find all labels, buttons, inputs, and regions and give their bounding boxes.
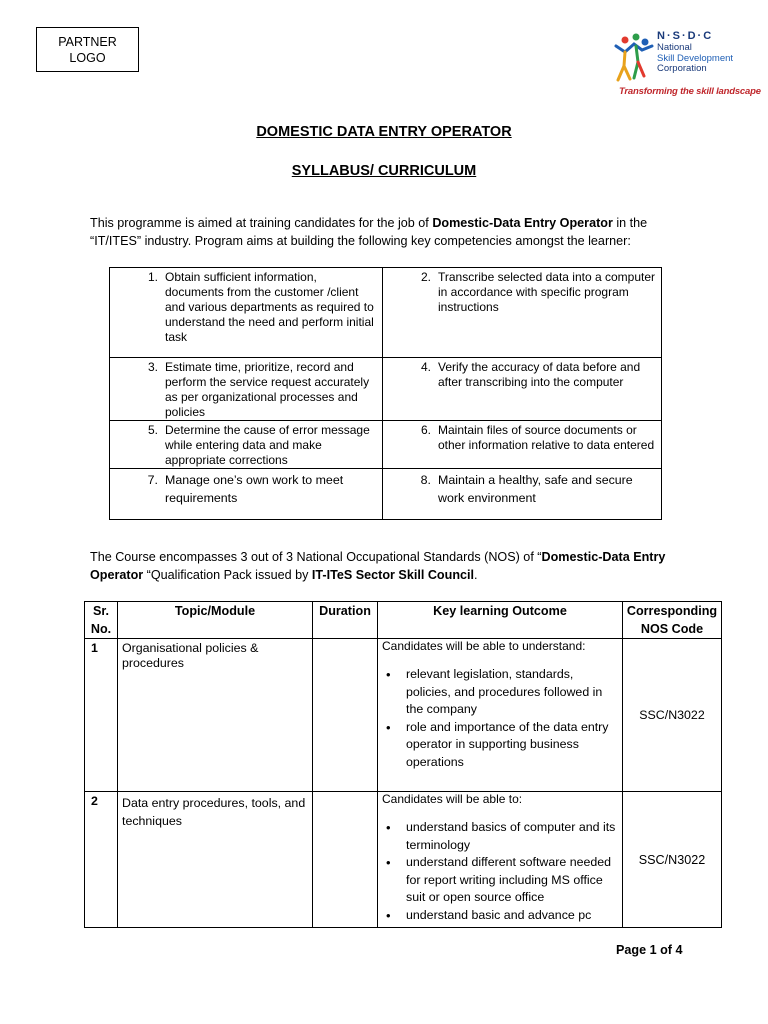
competency-cell bbox=[110, 358, 383, 421]
competency-cell bbox=[383, 358, 662, 421]
competency-number: 7. bbox=[147, 473, 158, 487]
competency-cell bbox=[110, 268, 383, 358]
nos-paragraph bbox=[90, 548, 700, 584]
nos-job-role: Domestic-Data Entry Operator bbox=[90, 550, 666, 582]
header-duration: Duration bbox=[313, 602, 378, 639]
competency-cell bbox=[383, 421, 662, 469]
competency-cell bbox=[110, 469, 383, 520]
nos-code: SSC/N3022 bbox=[623, 639, 722, 792]
competency-cell bbox=[383, 268, 662, 358]
competency-table bbox=[109, 267, 662, 520]
intro-text-2: in the “IT/ITES” industry. Program aims at building the following key competencies amongst the learner: bbox=[90, 216, 648, 248]
table-row bbox=[85, 639, 722, 792]
nos-council: IT-ITeS Sector Skill Council bbox=[311, 568, 475, 582]
learning-outcome bbox=[378, 792, 623, 928]
list-item: • relevant legislation, standards, policies, and procedures followed in the company bbox=[382, 666, 618, 719]
list-item: • role and importance of the data entry operator in supporting business operations bbox=[382, 719, 618, 772]
nsdc-abbreviation: N·S·D·C bbox=[657, 30, 714, 42]
sr-number: 2 bbox=[85, 792, 118, 928]
list-item: • understand different software needed for report writing including MS office suit or open source office bbox=[382, 854, 618, 907]
header-topic: Topic/Module bbox=[118, 602, 313, 639]
nsdc-name-line2: Skill Development bbox=[657, 52, 734, 64]
nsdc-logo bbox=[612, 30, 761, 100]
partner-logo-line2: LOGO bbox=[69, 50, 106, 65]
module-table bbox=[84, 601, 722, 928]
competency-text: Manage one’s own work to meet requirements bbox=[165, 473, 344, 505]
topic-module: Organisational policies & procedures bbox=[118, 639, 313, 792]
outcome-intro: Candidates will be able to: bbox=[382, 792, 523, 806]
page-number bbox=[616, 943, 683, 957]
partner-logo-line1: PARTNER bbox=[58, 34, 117, 49]
header-sr-no: Sr. No. bbox=[85, 602, 118, 639]
outcome-intro: Candidates will be able to understand: bbox=[382, 639, 586, 653]
nsdc-name-line3: Corporation bbox=[657, 63, 707, 74]
competency-text: Transcribe selected data into a computer in accordance with specific program instructions bbox=[438, 270, 656, 314]
page-number-text: Page 1 of 4 bbox=[616, 943, 683, 957]
learning-outcome bbox=[378, 639, 623, 792]
nsdc-tagline: Transforming the skill landscape bbox=[619, 86, 761, 97]
nos-text-3: . bbox=[474, 568, 478, 582]
header-nos-code: Corresponding NOS Code bbox=[623, 602, 722, 639]
competency-text: Maintain files of source documents or other information relative to data entered bbox=[438, 423, 655, 452]
competency-number: 3. bbox=[147, 360, 158, 374]
competency-text: Maintain a healthy, safe and secure work environment bbox=[438, 473, 633, 505]
competency-number: 8. bbox=[420, 473, 431, 487]
competency-cell bbox=[383, 469, 662, 520]
table-row bbox=[85, 792, 722, 928]
intro-paragraph bbox=[90, 214, 690, 250]
topic-module: Data entry procedures, tools, and techniques bbox=[118, 792, 313, 928]
nos-text-1: The Course encompasses 3 out of 3 National Occupational Standards (NOS) of “ bbox=[90, 550, 542, 564]
intro-job-role: Domestic-Data Entry Operator bbox=[432, 216, 613, 230]
list-item: • understand basics of computer and its terminology bbox=[382, 819, 618, 854]
outcome-list bbox=[382, 819, 618, 925]
duration bbox=[313, 792, 378, 928]
duration bbox=[313, 639, 378, 792]
document-title: DOMESTIC DATA ENTRY OPERATOR bbox=[256, 124, 512, 140]
competency-number: 1. bbox=[147, 270, 158, 284]
partner-logo-placeholder bbox=[36, 27, 139, 72]
competency-number: 5. bbox=[147, 423, 158, 437]
competency-text: Estimate time, prioritize, record and perform the service request accurately as per organizational processes and policies bbox=[165, 360, 370, 419]
header-outcome: Key learning Outcome bbox=[378, 602, 623, 639]
list-item: • understand basic and advance pc bbox=[382, 907, 618, 925]
competency-number: 6. bbox=[420, 423, 431, 437]
intro-text-1: This programme is aimed at training candidates for the job of bbox=[90, 216, 433, 230]
competency-text: Verify the accuracy of data before and after transcribing into the computer bbox=[438, 360, 641, 389]
competency-number: 2. bbox=[420, 270, 431, 284]
nsdc-name-line1: National bbox=[657, 42, 692, 53]
outcome-list bbox=[382, 666, 618, 772]
competency-cell bbox=[110, 421, 383, 469]
nsdc-people-icon bbox=[612, 32, 656, 82]
nos-text-2: “Qualification Pack issued by bbox=[143, 568, 312, 582]
sr-number: 1 bbox=[85, 639, 118, 792]
document-subtitle: SYLLABUS/ CURRICULUM bbox=[291, 163, 477, 179]
nsdc-full-name bbox=[657, 43, 733, 75]
nos-code: SSC/N3022 bbox=[623, 792, 722, 928]
competency-text: Obtain sufficient information, documents from the customer /client and various departments as required to understand the need and perform initial task bbox=[165, 270, 374, 344]
competency-text: Determine the cause of error message while entering data and make appropriate corrections bbox=[165, 423, 370, 467]
competency-number: 4. bbox=[420, 360, 431, 374]
